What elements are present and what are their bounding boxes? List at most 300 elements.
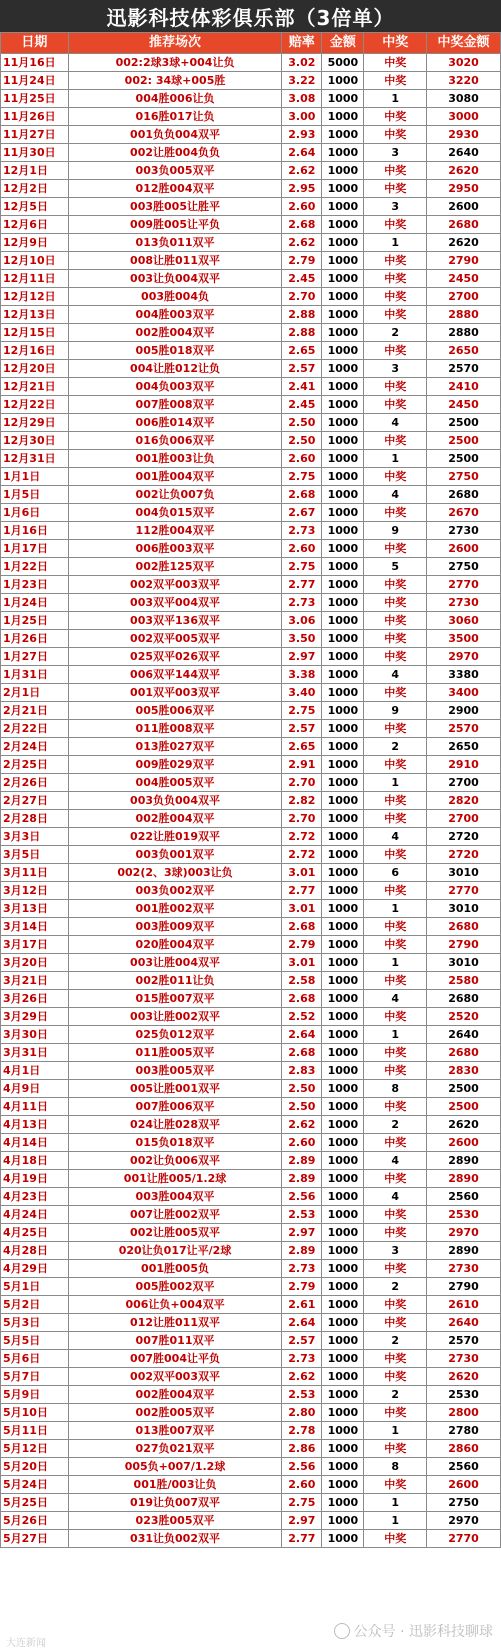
row-date: 5月3日 <box>1 1314 69 1332</box>
table-row <box>1 1026 501 1044</box>
table-row <box>1 810 501 828</box>
row-payout: 2720 <box>427 828 501 846</box>
row-payout: 2680 <box>427 1044 501 1062</box>
row-odds: 3.06 <box>282 612 322 630</box>
table-row <box>1 1224 501 1242</box>
table-row <box>1 1188 501 1206</box>
row-date: 12月9日 <box>1 234 69 252</box>
row-amount: 1000 <box>322 756 364 774</box>
row-result: 中奖 <box>364 540 427 558</box>
row-odds: 2.57 <box>282 1332 322 1350</box>
row-amount: 1000 <box>322 450 364 468</box>
row-result: 中奖 <box>364 1008 427 1026</box>
row-date: 3月30日 <box>1 1026 69 1044</box>
table-row <box>1 1332 501 1350</box>
row-payout: 2820 <box>427 792 501 810</box>
row-result: 中奖 <box>364 396 427 414</box>
row-result: 中奖 <box>364 504 427 522</box>
row-odds: 3.50 <box>282 630 322 648</box>
row-match: 006胜014双平 <box>68 414 282 432</box>
table-row <box>1 630 501 648</box>
row-result: 中奖 <box>364 882 427 900</box>
row-payout: 2570 <box>427 1332 501 1350</box>
table-row <box>1 882 501 900</box>
row-odds: 2.56 <box>282 1188 322 1206</box>
row-result: 4 <box>364 666 427 684</box>
row-amount: 1000 <box>322 1170 364 1188</box>
row-match: 013负011双平 <box>68 234 282 252</box>
row-amount: 1000 <box>322 1080 364 1098</box>
row-payout: 2600 <box>427 1134 501 1152</box>
row-date: 11月27日 <box>1 126 69 144</box>
row-match: 020胜004双平 <box>68 936 282 954</box>
row-match: 002胜004双平 <box>68 324 282 342</box>
row-result: 中奖 <box>364 972 427 990</box>
row-match: 003负负004双平 <box>68 792 282 810</box>
row-result: 4 <box>364 486 427 504</box>
row-payout: 2970 <box>427 1512 501 1530</box>
row-payout: 2700 <box>427 288 501 306</box>
row-result: 2 <box>364 1278 427 1296</box>
row-payout: 2800 <box>427 1404 501 1422</box>
row-result: 中奖 <box>364 270 427 288</box>
row-amount: 1000 <box>322 972 364 990</box>
row-date: 11月26日 <box>1 108 69 126</box>
row-payout: 3400 <box>427 684 501 702</box>
row-payout: 2410 <box>427 378 501 396</box>
table-row <box>1 126 501 144</box>
row-date: 5月24日 <box>1 1476 69 1494</box>
row-odds: 2.68 <box>282 918 322 936</box>
row-match: 004胜003双平 <box>68 306 282 324</box>
row-result: 中奖 <box>364 1044 427 1062</box>
table-row <box>1 1170 501 1188</box>
row-result: 1 <box>364 1422 427 1440</box>
table-row <box>1 900 501 918</box>
row-odds: 2.77 <box>282 882 322 900</box>
row-result: 中奖 <box>364 180 427 198</box>
row-odds: 2.60 <box>282 1476 322 1494</box>
row-match: 001双平003双平 <box>68 684 282 702</box>
page-title: 迅影科技体彩俱乐部（3倍单） <box>106 5 395 30</box>
row-odds: 2.78 <box>282 1422 322 1440</box>
row-odds: 2.86 <box>282 1440 322 1458</box>
row-payout: 2790 <box>427 936 501 954</box>
row-match: 112胜004双平 <box>68 522 282 540</box>
row-date: 5月5日 <box>1 1332 69 1350</box>
row-odds: 2.65 <box>282 342 322 360</box>
row-payout: 3080 <box>427 90 501 108</box>
row-date: 12月29日 <box>1 414 69 432</box>
table-row <box>1 144 501 162</box>
row-match: 022让胜019双平 <box>68 828 282 846</box>
row-match: 002让负006双平 <box>68 1152 282 1170</box>
row-date: 4月28日 <box>1 1242 69 1260</box>
row-odds: 2.97 <box>282 1512 322 1530</box>
row-odds: 2.64 <box>282 144 322 162</box>
row-result: 中奖 <box>364 72 427 90</box>
row-payout: 2790 <box>427 252 501 270</box>
table-row <box>1 342 501 360</box>
row-match: 008让胜011双平 <box>68 252 282 270</box>
row-amount: 1000 <box>322 630 364 648</box>
row-match: 005负+007/1.2球 <box>68 1458 282 1476</box>
row-amount: 1000 <box>322 198 364 216</box>
watermark-left: 大连新闻 <box>6 1638 46 1649</box>
row-amount: 1000 <box>322 270 364 288</box>
row-date: 1月26日 <box>1 630 69 648</box>
row-result: 3 <box>364 1242 427 1260</box>
watermark-right <box>334 1621 493 1641</box>
table-row <box>1 792 501 810</box>
row-amount: 5000 <box>322 54 364 72</box>
row-amount: 1000 <box>322 594 364 612</box>
table-row <box>1 972 501 990</box>
row-amount: 1000 <box>322 1476 364 1494</box>
row-payout: 2680 <box>427 990 501 1008</box>
row-amount: 1000 <box>322 306 364 324</box>
table-row <box>1 108 501 126</box>
row-match: 002双平003双平 <box>68 576 282 594</box>
row-match: 013胜027双平 <box>68 738 282 756</box>
row-match: 031让负002双平 <box>68 1530 282 1548</box>
table-row <box>1 756 501 774</box>
row-amount: 1000 <box>322 666 364 684</box>
row-odds: 2.50 <box>282 432 322 450</box>
row-match: 001让胜005/1.2球 <box>68 1170 282 1188</box>
table-row <box>1 774 501 792</box>
row-payout: 2730 <box>427 522 501 540</box>
row-payout: 2750 <box>427 468 501 486</box>
row-amount: 1000 <box>322 234 364 252</box>
row-amount: 1000 <box>322 180 364 198</box>
table-row <box>1 1404 501 1422</box>
row-payout: 2640 <box>427 1026 501 1044</box>
row-odds: 2.58 <box>282 972 322 990</box>
row-odds: 2.72 <box>282 846 322 864</box>
row-date: 12月16日 <box>1 342 69 360</box>
row-payout: 2700 <box>427 810 501 828</box>
row-payout: 3380 <box>427 666 501 684</box>
table-row <box>1 702 501 720</box>
row-date: 3月29日 <box>1 1008 69 1026</box>
row-match: 005胜006双平 <box>68 702 282 720</box>
row-payout: 2670 <box>427 504 501 522</box>
row-amount: 1000 <box>322 414 364 432</box>
row-match: 005胜018双平 <box>68 342 282 360</box>
row-date: 4月1日 <box>1 1062 69 1080</box>
row-match: 004让胜012让负 <box>68 360 282 378</box>
row-odds: 2.53 <box>282 1206 322 1224</box>
row-payout: 2500 <box>427 1080 501 1098</box>
table-row <box>1 414 501 432</box>
row-amount: 1000 <box>322 504 364 522</box>
row-payout: 2750 <box>427 558 501 576</box>
row-amount: 1000 <box>322 1224 364 1242</box>
row-amount: 1000 <box>322 864 364 882</box>
row-match: 009胜029双平 <box>68 756 282 774</box>
row-odds: 2.97 <box>282 648 322 666</box>
table-row <box>1 72 501 90</box>
row-payout: 3020 <box>427 54 501 72</box>
row-payout: 2890 <box>427 1242 501 1260</box>
row-amount: 1000 <box>322 1278 364 1296</box>
row-date: 5月9日 <box>1 1386 69 1404</box>
row-date: 2月28日 <box>1 810 69 828</box>
row-odds: 2.57 <box>282 720 322 738</box>
row-odds: 2.79 <box>282 936 322 954</box>
table-row <box>1 1386 501 1404</box>
table-row <box>1 594 501 612</box>
wechat-icon <box>334 1623 350 1639</box>
row-date: 12月31日 <box>1 450 69 468</box>
row-match: 006胜003双平 <box>68 540 282 558</box>
row-result: 2 <box>364 1116 427 1134</box>
row-match: 003胜005让胜平 <box>68 198 282 216</box>
row-payout: 3010 <box>427 864 501 882</box>
row-result: 中奖 <box>364 378 427 396</box>
row-odds: 2.70 <box>282 810 322 828</box>
row-match: 004胜005双平 <box>68 774 282 792</box>
row-date: 3月31日 <box>1 1044 69 1062</box>
row-result: 中奖 <box>364 1296 427 1314</box>
table-row <box>1 1296 501 1314</box>
row-payout: 2500 <box>427 1098 501 1116</box>
row-date: 1月23日 <box>1 576 69 594</box>
title-bar <box>0 0 501 33</box>
row-odds: 2.83 <box>282 1062 322 1080</box>
row-payout: 2610 <box>427 1296 501 1314</box>
row-date: 12月6日 <box>1 216 69 234</box>
row-match: 002让胜005双平 <box>68 1224 282 1242</box>
row-payout: 2790 <box>427 1278 501 1296</box>
row-result: 中奖 <box>364 1530 427 1548</box>
header-amount: 金额 <box>322 33 364 54</box>
row-date: 3月20日 <box>1 954 69 972</box>
row-match: 003胜005双平 <box>68 1062 282 1080</box>
table-row <box>1 288 501 306</box>
row-payout: 2720 <box>427 846 501 864</box>
row-amount: 1000 <box>322 72 364 90</box>
row-odds: 3.22 <box>282 72 322 90</box>
row-match: 016胜017让负 <box>68 108 282 126</box>
row-amount: 1000 <box>322 882 364 900</box>
row-result: 8 <box>364 1458 427 1476</box>
row-amount: 1000 <box>322 378 364 396</box>
row-result: 3 <box>364 198 427 216</box>
row-odds: 2.68 <box>282 216 322 234</box>
table-row <box>1 648 501 666</box>
row-date: 11月25日 <box>1 90 69 108</box>
row-odds: 2.65 <box>282 738 322 756</box>
header-match: 推荐场次 <box>68 33 282 54</box>
row-payout: 2450 <box>427 396 501 414</box>
row-payout: 2890 <box>427 1152 501 1170</box>
row-amount: 1000 <box>322 108 364 126</box>
row-odds: 2.56 <box>282 1458 322 1476</box>
row-match: 025双平026双平 <box>68 648 282 666</box>
row-date: 4月24日 <box>1 1206 69 1224</box>
row-amount: 1000 <box>322 1350 364 1368</box>
row-match: 012胜004双平 <box>68 180 282 198</box>
row-payout: 2770 <box>427 1530 501 1548</box>
row-odds: 2.60 <box>282 198 322 216</box>
row-amount: 1000 <box>322 1098 364 1116</box>
row-result: 1 <box>364 1494 427 1512</box>
row-match: 002胜011让负 <box>68 972 282 990</box>
row-payout: 3010 <box>427 900 501 918</box>
row-result: 中奖 <box>364 1098 427 1116</box>
row-result: 中奖 <box>364 936 427 954</box>
table-row <box>1 1098 501 1116</box>
row-match: 001胜003让负 <box>68 450 282 468</box>
row-date: 12月20日 <box>1 360 69 378</box>
row-match: 003让胜002双平 <box>68 1008 282 1026</box>
row-odds: 2.73 <box>282 1350 322 1368</box>
row-result: 中奖 <box>364 1476 427 1494</box>
header-date: 日期 <box>1 33 69 54</box>
row-date: 2月24日 <box>1 738 69 756</box>
row-amount: 1000 <box>322 612 364 630</box>
row-amount: 1000 <box>322 288 364 306</box>
row-date: 4月19日 <box>1 1170 69 1188</box>
row-odds: 2.68 <box>282 990 322 1008</box>
row-odds: 3.40 <box>282 684 322 702</box>
row-payout: 2450 <box>427 270 501 288</box>
row-result: 中奖 <box>364 594 427 612</box>
row-amount: 1000 <box>322 828 364 846</box>
row-match: 003胜009双平 <box>68 918 282 936</box>
row-amount: 1000 <box>322 540 364 558</box>
table-row <box>1 234 501 252</box>
row-date: 5月6日 <box>1 1350 69 1368</box>
row-odds: 2.75 <box>282 468 322 486</box>
row-match: 003负001双平 <box>68 846 282 864</box>
row-date: 4月9日 <box>1 1080 69 1098</box>
row-date: 2月21日 <box>1 702 69 720</box>
table-row <box>1 1422 501 1440</box>
table-row <box>1 666 501 684</box>
row-payout: 2620 <box>427 1368 501 1386</box>
row-date: 5月20日 <box>1 1458 69 1476</box>
row-amount: 1000 <box>322 1512 364 1530</box>
row-payout: 2640 <box>427 144 501 162</box>
row-date: 12月13日 <box>1 306 69 324</box>
row-odds: 2.79 <box>282 252 322 270</box>
row-amount: 1000 <box>322 1260 364 1278</box>
row-match: 002:2球3球+004让负 <box>68 54 282 72</box>
row-match: 002胜005双平 <box>68 1404 282 1422</box>
row-date: 11月30日 <box>1 144 69 162</box>
row-match: 002胜004双平 <box>68 1386 282 1404</box>
row-odds: 2.75 <box>282 702 322 720</box>
row-date: 3月17日 <box>1 936 69 954</box>
row-match: 006让负+004双平 <box>68 1296 282 1314</box>
row-odds: 2.60 <box>282 540 322 558</box>
row-result: 1 <box>364 234 427 252</box>
row-date: 5月2日 <box>1 1296 69 1314</box>
row-amount: 1000 <box>322 810 364 828</box>
row-match: 004胜006让负 <box>68 90 282 108</box>
row-date: 5月1日 <box>1 1278 69 1296</box>
row-date: 3月26日 <box>1 990 69 1008</box>
row-odds: 2.73 <box>282 1260 322 1278</box>
row-odds: 3.01 <box>282 900 322 918</box>
row-date: 1月5日 <box>1 486 69 504</box>
table-row <box>1 306 501 324</box>
row-payout: 2680 <box>427 216 501 234</box>
row-amount: 1000 <box>322 324 364 342</box>
row-result: 2 <box>364 324 427 342</box>
row-payout: 2600 <box>427 198 501 216</box>
row-result: 1 <box>364 1026 427 1044</box>
row-payout: 2860 <box>427 1440 501 1458</box>
row-payout: 2700 <box>427 774 501 792</box>
row-amount: 1000 <box>322 900 364 918</box>
row-result: 中奖 <box>364 126 427 144</box>
row-payout: 2730 <box>427 594 501 612</box>
row-match: 001胜004双平 <box>68 468 282 486</box>
row-date: 12月22日 <box>1 396 69 414</box>
row-result: 中奖 <box>364 1206 427 1224</box>
results-table <box>0 32 501 1548</box>
table-row <box>1 918 501 936</box>
row-payout: 2570 <box>427 360 501 378</box>
row-odds: 2.73 <box>282 522 322 540</box>
row-amount: 1000 <box>322 954 364 972</box>
row-result: 9 <box>364 702 427 720</box>
row-amount: 1000 <box>322 1494 364 1512</box>
table-row <box>1 828 501 846</box>
row-date: 1月25日 <box>1 612 69 630</box>
row-result: 2 <box>364 1332 427 1350</box>
row-date: 11月24日 <box>1 72 69 90</box>
row-match: 001胜005负 <box>68 1260 282 1278</box>
row-amount: 1000 <box>322 1008 364 1026</box>
row-odds: 3.02 <box>282 54 322 72</box>
row-payout: 2520 <box>427 1008 501 1026</box>
table-row <box>1 1440 501 1458</box>
row-result: 2 <box>364 1386 427 1404</box>
row-match: 007胜006双平 <box>68 1098 282 1116</box>
row-match: 003负005双平 <box>68 162 282 180</box>
row-amount: 1000 <box>322 936 364 954</box>
row-match: 002: 34球+005胜 <box>68 72 282 90</box>
row-date: 1月31日 <box>1 666 69 684</box>
row-amount: 1000 <box>322 216 364 234</box>
table-row <box>1 1242 501 1260</box>
row-odds: 2.73 <box>282 594 322 612</box>
row-odds: 2.95 <box>282 180 322 198</box>
row-date: 2月26日 <box>1 774 69 792</box>
row-payout: 2620 <box>427 162 501 180</box>
row-amount: 1000 <box>322 252 364 270</box>
row-amount: 1000 <box>322 1458 364 1476</box>
header-row <box>1 33 501 54</box>
row-result: 1 <box>364 774 427 792</box>
row-result: 中奖 <box>364 216 427 234</box>
row-odds: 2.60 <box>282 450 322 468</box>
row-match: 002让胜004负负 <box>68 144 282 162</box>
row-match: 019让负007双平 <box>68 1494 282 1512</box>
row-amount: 1000 <box>322 360 364 378</box>
table-row <box>1 1044 501 1062</box>
row-date: 3月21日 <box>1 972 69 990</box>
row-amount: 1000 <box>322 396 364 414</box>
row-result: 中奖 <box>364 54 427 72</box>
row-odds: 2.77 <box>282 576 322 594</box>
row-match: 003负002双平 <box>68 882 282 900</box>
